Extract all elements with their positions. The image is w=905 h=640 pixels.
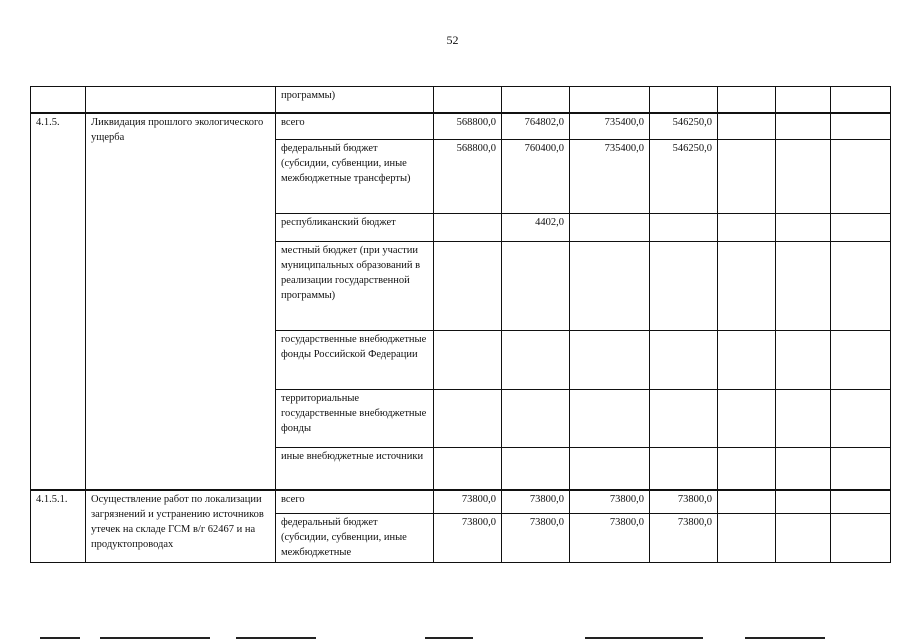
value-cell	[502, 390, 570, 448]
value-cell	[831, 514, 891, 563]
value-cell	[776, 331, 831, 390]
value-cell	[831, 113, 891, 140]
value-cell	[434, 214, 502, 242]
value-cell	[650, 242, 718, 331]
value-cell	[570, 448, 650, 490]
value-cell: 568800,0	[434, 140, 502, 214]
source-cell: федеральный бюджет (субсидии, субвенции, иные межбюджетные	[276, 514, 434, 563]
value-cell	[831, 490, 891, 514]
code-cell: 4.1.5.	[31, 113, 86, 490]
value-cell: 73800,0	[502, 490, 570, 514]
value-cell: 4402,0	[502, 214, 570, 242]
scan-edge-line	[745, 637, 825, 639]
value-cell	[831, 448, 891, 490]
value-cell: 546250,0	[650, 113, 718, 140]
page-number: 52	[446, 33, 459, 47]
value-cell	[570, 214, 650, 242]
value-cell	[718, 87, 776, 113]
value-cell	[434, 448, 502, 490]
value-cell: 735400,0	[570, 140, 650, 214]
value-cell	[776, 140, 831, 214]
value-cell	[831, 214, 891, 242]
value-cell: 73800,0	[570, 514, 650, 563]
value-cell	[434, 331, 502, 390]
source-cell: территориальные государственные внебюджетные фонды	[276, 390, 434, 448]
value-cell	[570, 87, 650, 113]
name-cell: Ликвидация прошлого экологического ущерба	[86, 113, 276, 490]
value-cell: 764802,0	[502, 113, 570, 140]
source-cell: федеральный бюджет (субсидии, субвенции, иные межбюджетные трансферты)	[276, 140, 434, 214]
value-cell	[776, 214, 831, 242]
value-cell	[776, 390, 831, 448]
code-cell: 4.1.5.1.	[31, 490, 86, 563]
code-cell	[31, 87, 86, 113]
value-cell: 73800,0	[502, 514, 570, 563]
value-cell	[434, 87, 502, 113]
scan-edge-line	[100, 637, 210, 639]
source-cell: программы)	[276, 87, 434, 113]
value-cell	[831, 140, 891, 214]
value-cell	[718, 242, 776, 331]
value-cell	[718, 140, 776, 214]
table-row	[31, 113, 891, 140]
table-row	[31, 490, 891, 514]
value-cell	[718, 113, 776, 140]
value-cell	[776, 87, 831, 113]
value-cell	[502, 448, 570, 490]
value-cell	[776, 242, 831, 331]
source-cell: государственные внебюджетные фонды Российской Федерации	[276, 331, 434, 390]
value-cell: 546250,0	[650, 140, 718, 214]
value-cell	[650, 331, 718, 390]
value-cell	[776, 113, 831, 140]
table-row	[31, 87, 891, 113]
value-cell	[434, 390, 502, 448]
value-cell	[650, 448, 718, 490]
value-cell	[650, 214, 718, 242]
value-cell	[502, 331, 570, 390]
value-cell: 735400,0	[570, 113, 650, 140]
source-cell: республиканский бюджет	[276, 214, 434, 242]
value-cell	[776, 490, 831, 514]
scan-edge-line	[40, 637, 80, 639]
value-cell	[831, 87, 891, 113]
value-cell	[650, 390, 718, 448]
value-cell	[718, 214, 776, 242]
value-cell	[718, 490, 776, 514]
value-cell	[570, 331, 650, 390]
source-cell: всего	[276, 113, 434, 140]
value-cell	[718, 514, 776, 563]
value-cell	[776, 448, 831, 490]
value-cell: 73800,0	[434, 490, 502, 514]
source-cell: всего	[276, 490, 434, 514]
value-cell	[831, 242, 891, 331]
value-cell	[831, 331, 891, 390]
value-cell	[831, 390, 891, 448]
value-cell	[502, 242, 570, 331]
value-cell	[650, 87, 718, 113]
value-cell	[434, 242, 502, 331]
source-cell: местный бюджет (при участии муниципальных образований в реализации государственной программы)	[276, 242, 434, 331]
budget-table	[30, 86, 891, 563]
scan-edge-line	[236, 637, 316, 639]
value-cell: 73800,0	[650, 514, 718, 563]
value-cell	[570, 242, 650, 331]
value-cell: 760400,0	[502, 140, 570, 214]
name-cell: Осуществление работ по локализации загрязнений и устранению источников утечек на складе ГСМ в/г 62467 и на продуктопроводах	[86, 490, 276, 563]
value-cell	[570, 390, 650, 448]
scan-edge-line	[585, 637, 703, 639]
source-cell: иные внебюджетные источники	[276, 448, 434, 490]
value-cell	[502, 87, 570, 113]
value-cell	[718, 331, 776, 390]
value-cell	[718, 448, 776, 490]
value-cell: 73800,0	[650, 490, 718, 514]
value-cell	[718, 390, 776, 448]
name-cell	[86, 87, 276, 113]
value-cell: 568800,0	[434, 113, 502, 140]
value-cell	[776, 514, 831, 563]
value-cell: 73800,0	[434, 514, 502, 563]
value-cell: 73800,0	[570, 490, 650, 514]
scan-edge-line	[425, 637, 473, 639]
